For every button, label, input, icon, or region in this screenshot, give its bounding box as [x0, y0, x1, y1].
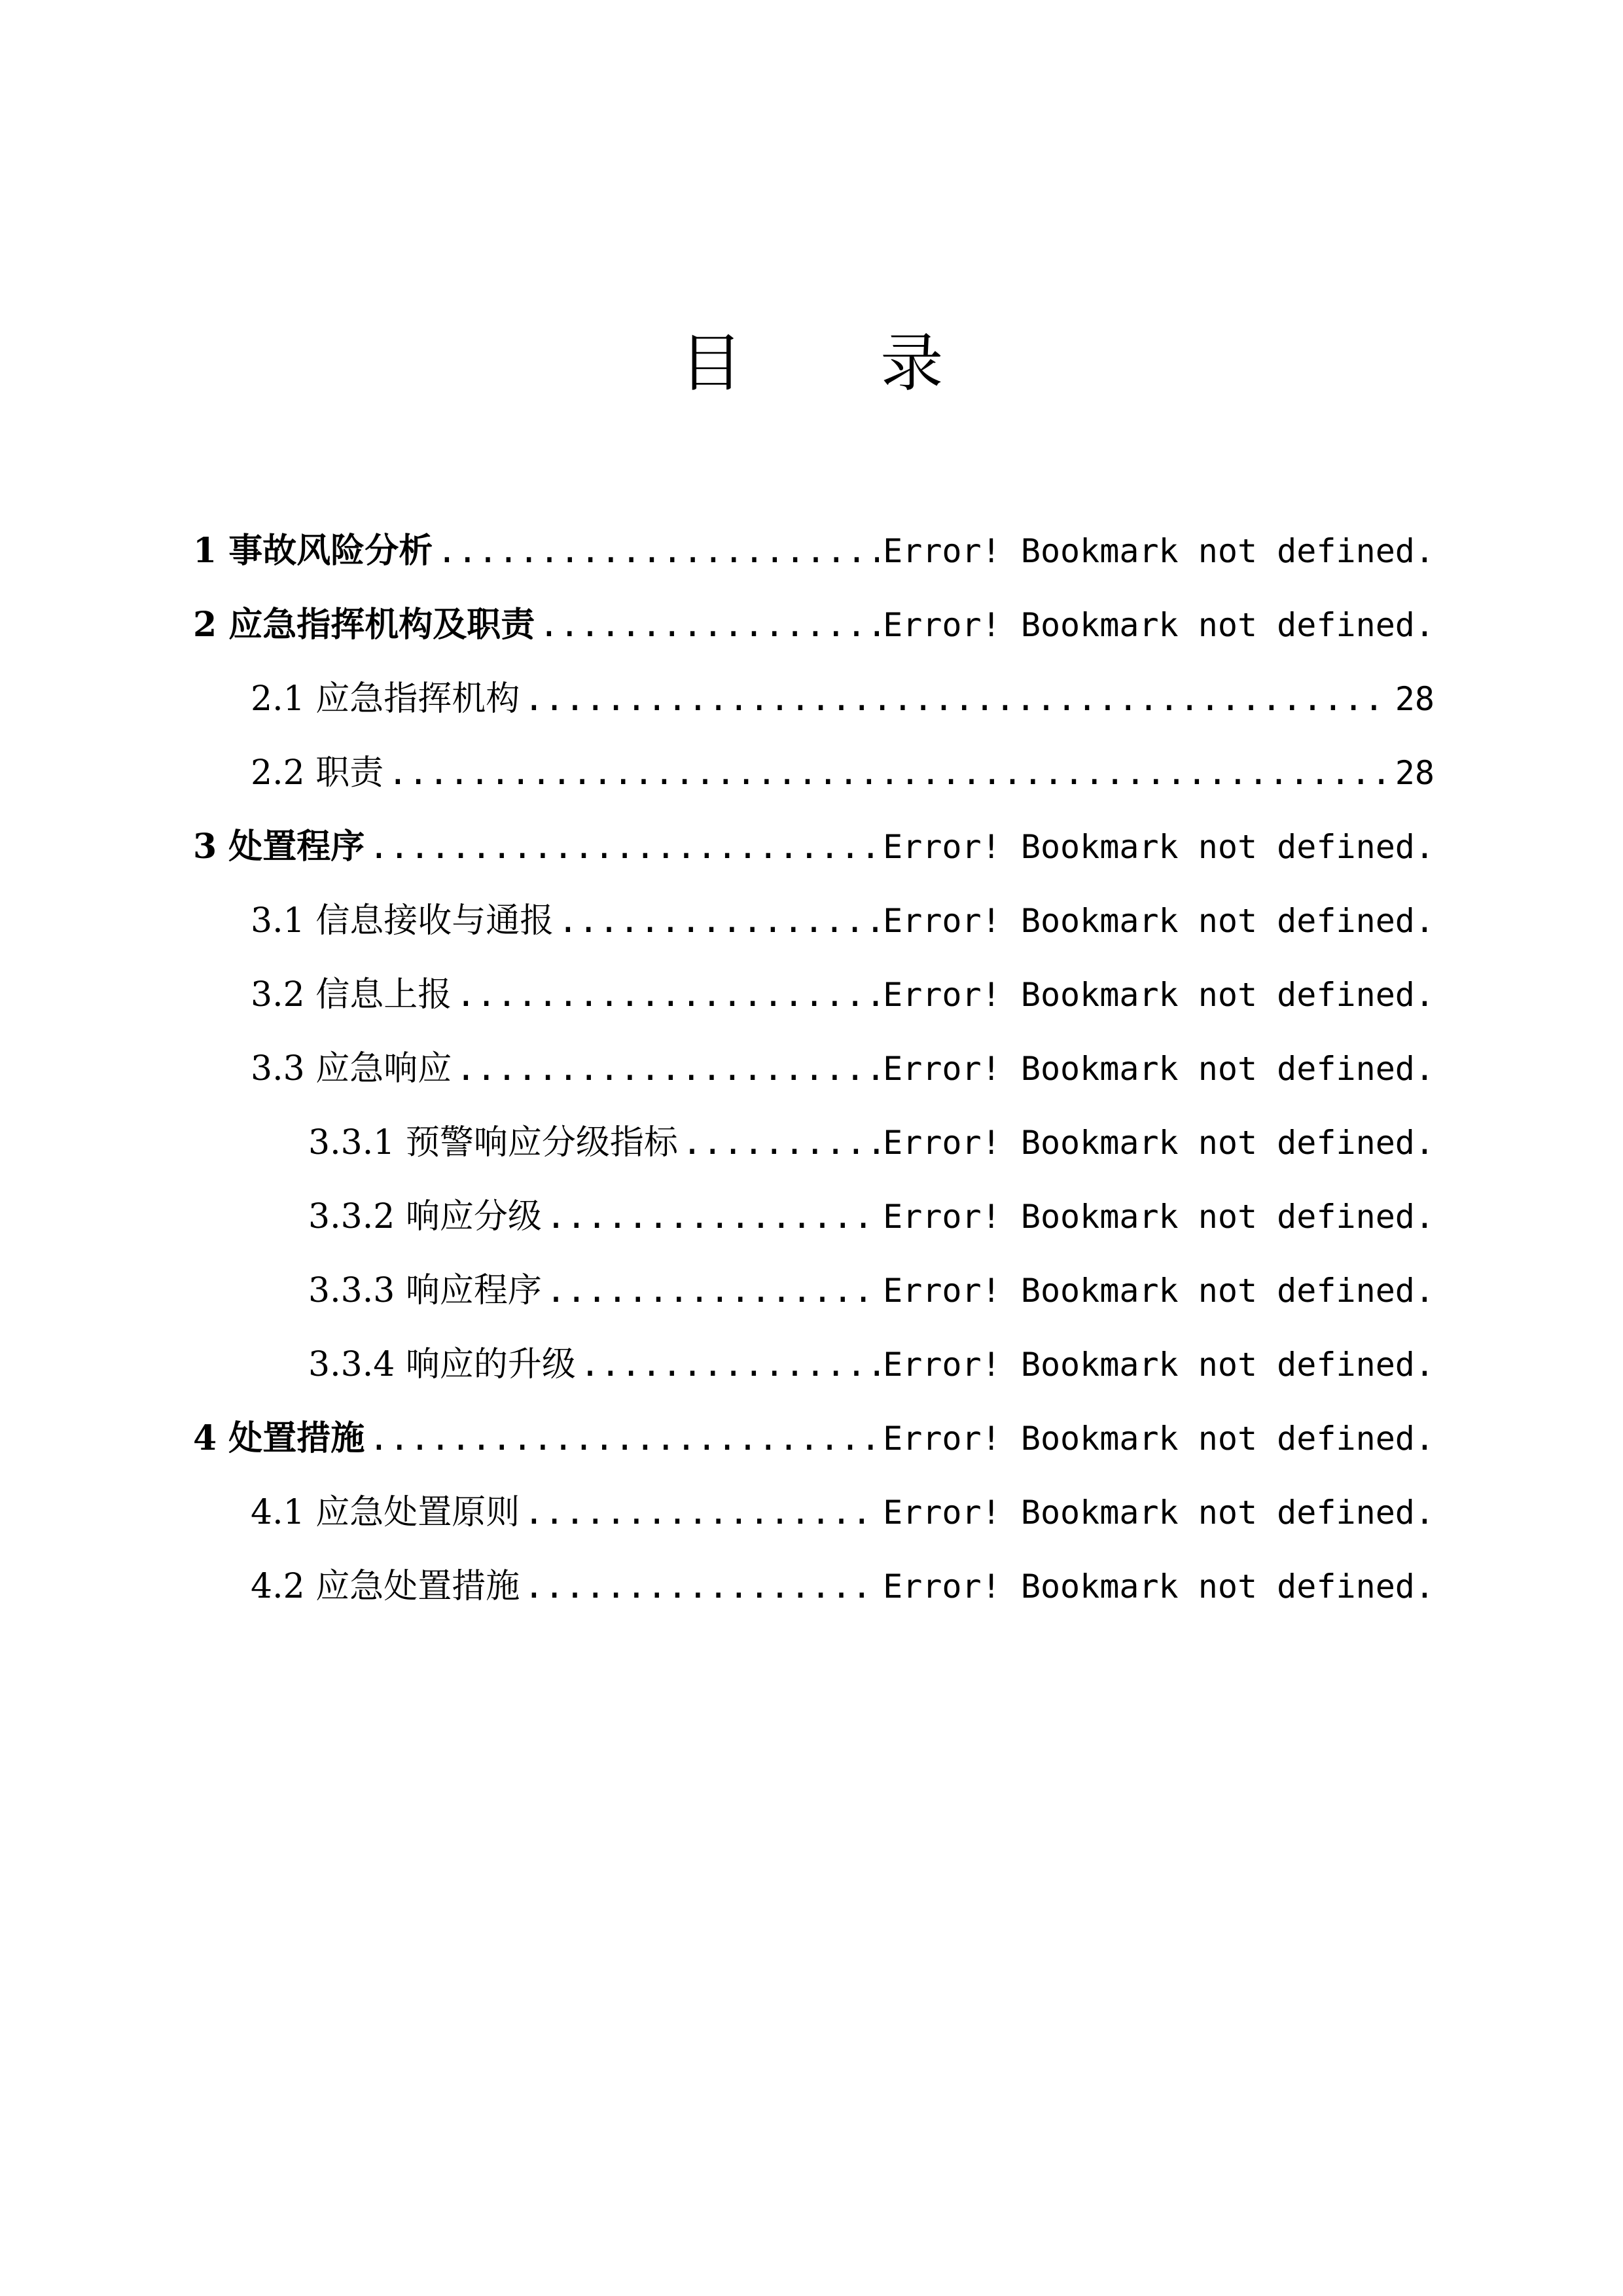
toc-entry[interactable] [193, 578, 1435, 651]
toc-entry[interactable] [251, 726, 1435, 799]
toc-entry-label: 3.3 应急响应 [251, 1049, 452, 1088]
toc-dot-leader [539, 599, 879, 651]
toc-entry-page: Error! Bookmark not defined. [883, 828, 1435, 866]
toc-entry-page: 28 [1395, 680, 1435, 718]
toc-entry[interactable] [251, 652, 1435, 725]
toc-entry-page: 28 [1395, 754, 1435, 792]
toc-entry[interactable] [193, 800, 1435, 873]
toc-entry-label: 3.3.1 预警响应分级指标 [308, 1123, 678, 1162]
toc-dot-leader [455, 969, 879, 1021]
toc-dot-leader [546, 1191, 879, 1243]
toc-entry-label: 4.1 应急处置原则 [251, 1493, 520, 1532]
toc-entry[interactable] [251, 1465, 1435, 1539]
toc-entry-page: Error! Bookmark not defined. [883, 976, 1435, 1014]
toc-entry[interactable] [251, 948, 1435, 1021]
toc-dot-leader [558, 895, 879, 947]
toc-entry[interactable] [251, 1022, 1435, 1095]
toc-entry-label: 4.2 应急处置措施 [251, 1567, 520, 1606]
toc-entry-label: 3.1 信息接收与通报 [251, 901, 554, 941]
toc-entry-page: Error! Bookmark not defined. [883, 1124, 1435, 1162]
toc-dot-leader [524, 1486, 879, 1539]
toc-entry[interactable] [308, 1170, 1435, 1243]
toc-dot-leader [682, 1117, 879, 1169]
toc-entry-label: 2.1 应急指挥机构 [251, 679, 520, 719]
toc-dot-leader [524, 1560, 879, 1613]
toc-dot-leader [437, 525, 879, 577]
toc-dot-leader [580, 1338, 879, 1391]
toc-dot-leader [368, 1412, 879, 1465]
toc-entry[interactable] [193, 1391, 1435, 1465]
toc-entry[interactable] [308, 1318, 1435, 1391]
toc-entry[interactable] [251, 1539, 1435, 1613]
toc-dot-leader [387, 747, 1391, 799]
toc-dot-leader [368, 821, 879, 873]
toc-dot-leader [524, 673, 1391, 725]
toc-entry-page: Error! Bookmark not defined. [883, 606, 1435, 644]
toc-entry-label: 3 处置程序 [193, 827, 365, 867]
toc-entry-page: Error! Bookmark not defined. [883, 1272, 1435, 1310]
toc-entry-page: Error! Bookmark not defined. [883, 1198, 1435, 1236]
toc-entry-page: Error! Bookmark not defined. [883, 902, 1435, 940]
toc-entry-label: 3.3.4 响应的升级 [308, 1345, 576, 1384]
toc-entry-label: 1 事故风险分析 [193, 531, 433, 571]
toc-entry-page: Error! Bookmark not defined. [883, 1494, 1435, 1532]
toc-entry-label: 3.3.2 响应分级 [308, 1197, 542, 1236]
toc-entry-page: Error! Bookmark not defined. [883, 532, 1435, 570]
toc-dot-leader [546, 1265, 879, 1317]
toc-entry-label: 3.2 信息上报 [251, 975, 452, 1014]
toc-entry-label: 2 应急指挥机构及职责 [193, 605, 535, 645]
toc-entry-page: Error! Bookmark not defined. [883, 1568, 1435, 1605]
toc-entry-label: 4 处置措施 [193, 1418, 365, 1458]
toc-entry-label: 2.2 职责 [251, 753, 384, 793]
toc-dot-leader [455, 1043, 879, 1095]
toc-entry-page: Error! Bookmark not defined. [883, 1346, 1435, 1384]
toc-entry[interactable] [193, 504, 1435, 577]
toc-entry-label: 3.3.3 响应程序 [308, 1271, 542, 1310]
toc-entry[interactable] [308, 1244, 1435, 1317]
toc-entry-page: Error! Bookmark not defined. [883, 1420, 1435, 1458]
page-title: 目 录 [679, 327, 1003, 400]
toc-entry[interactable] [308, 1096, 1435, 1169]
toc-entry-page: Error! Bookmark not defined. [883, 1050, 1435, 1088]
toc-entry[interactable] [251, 874, 1435, 947]
